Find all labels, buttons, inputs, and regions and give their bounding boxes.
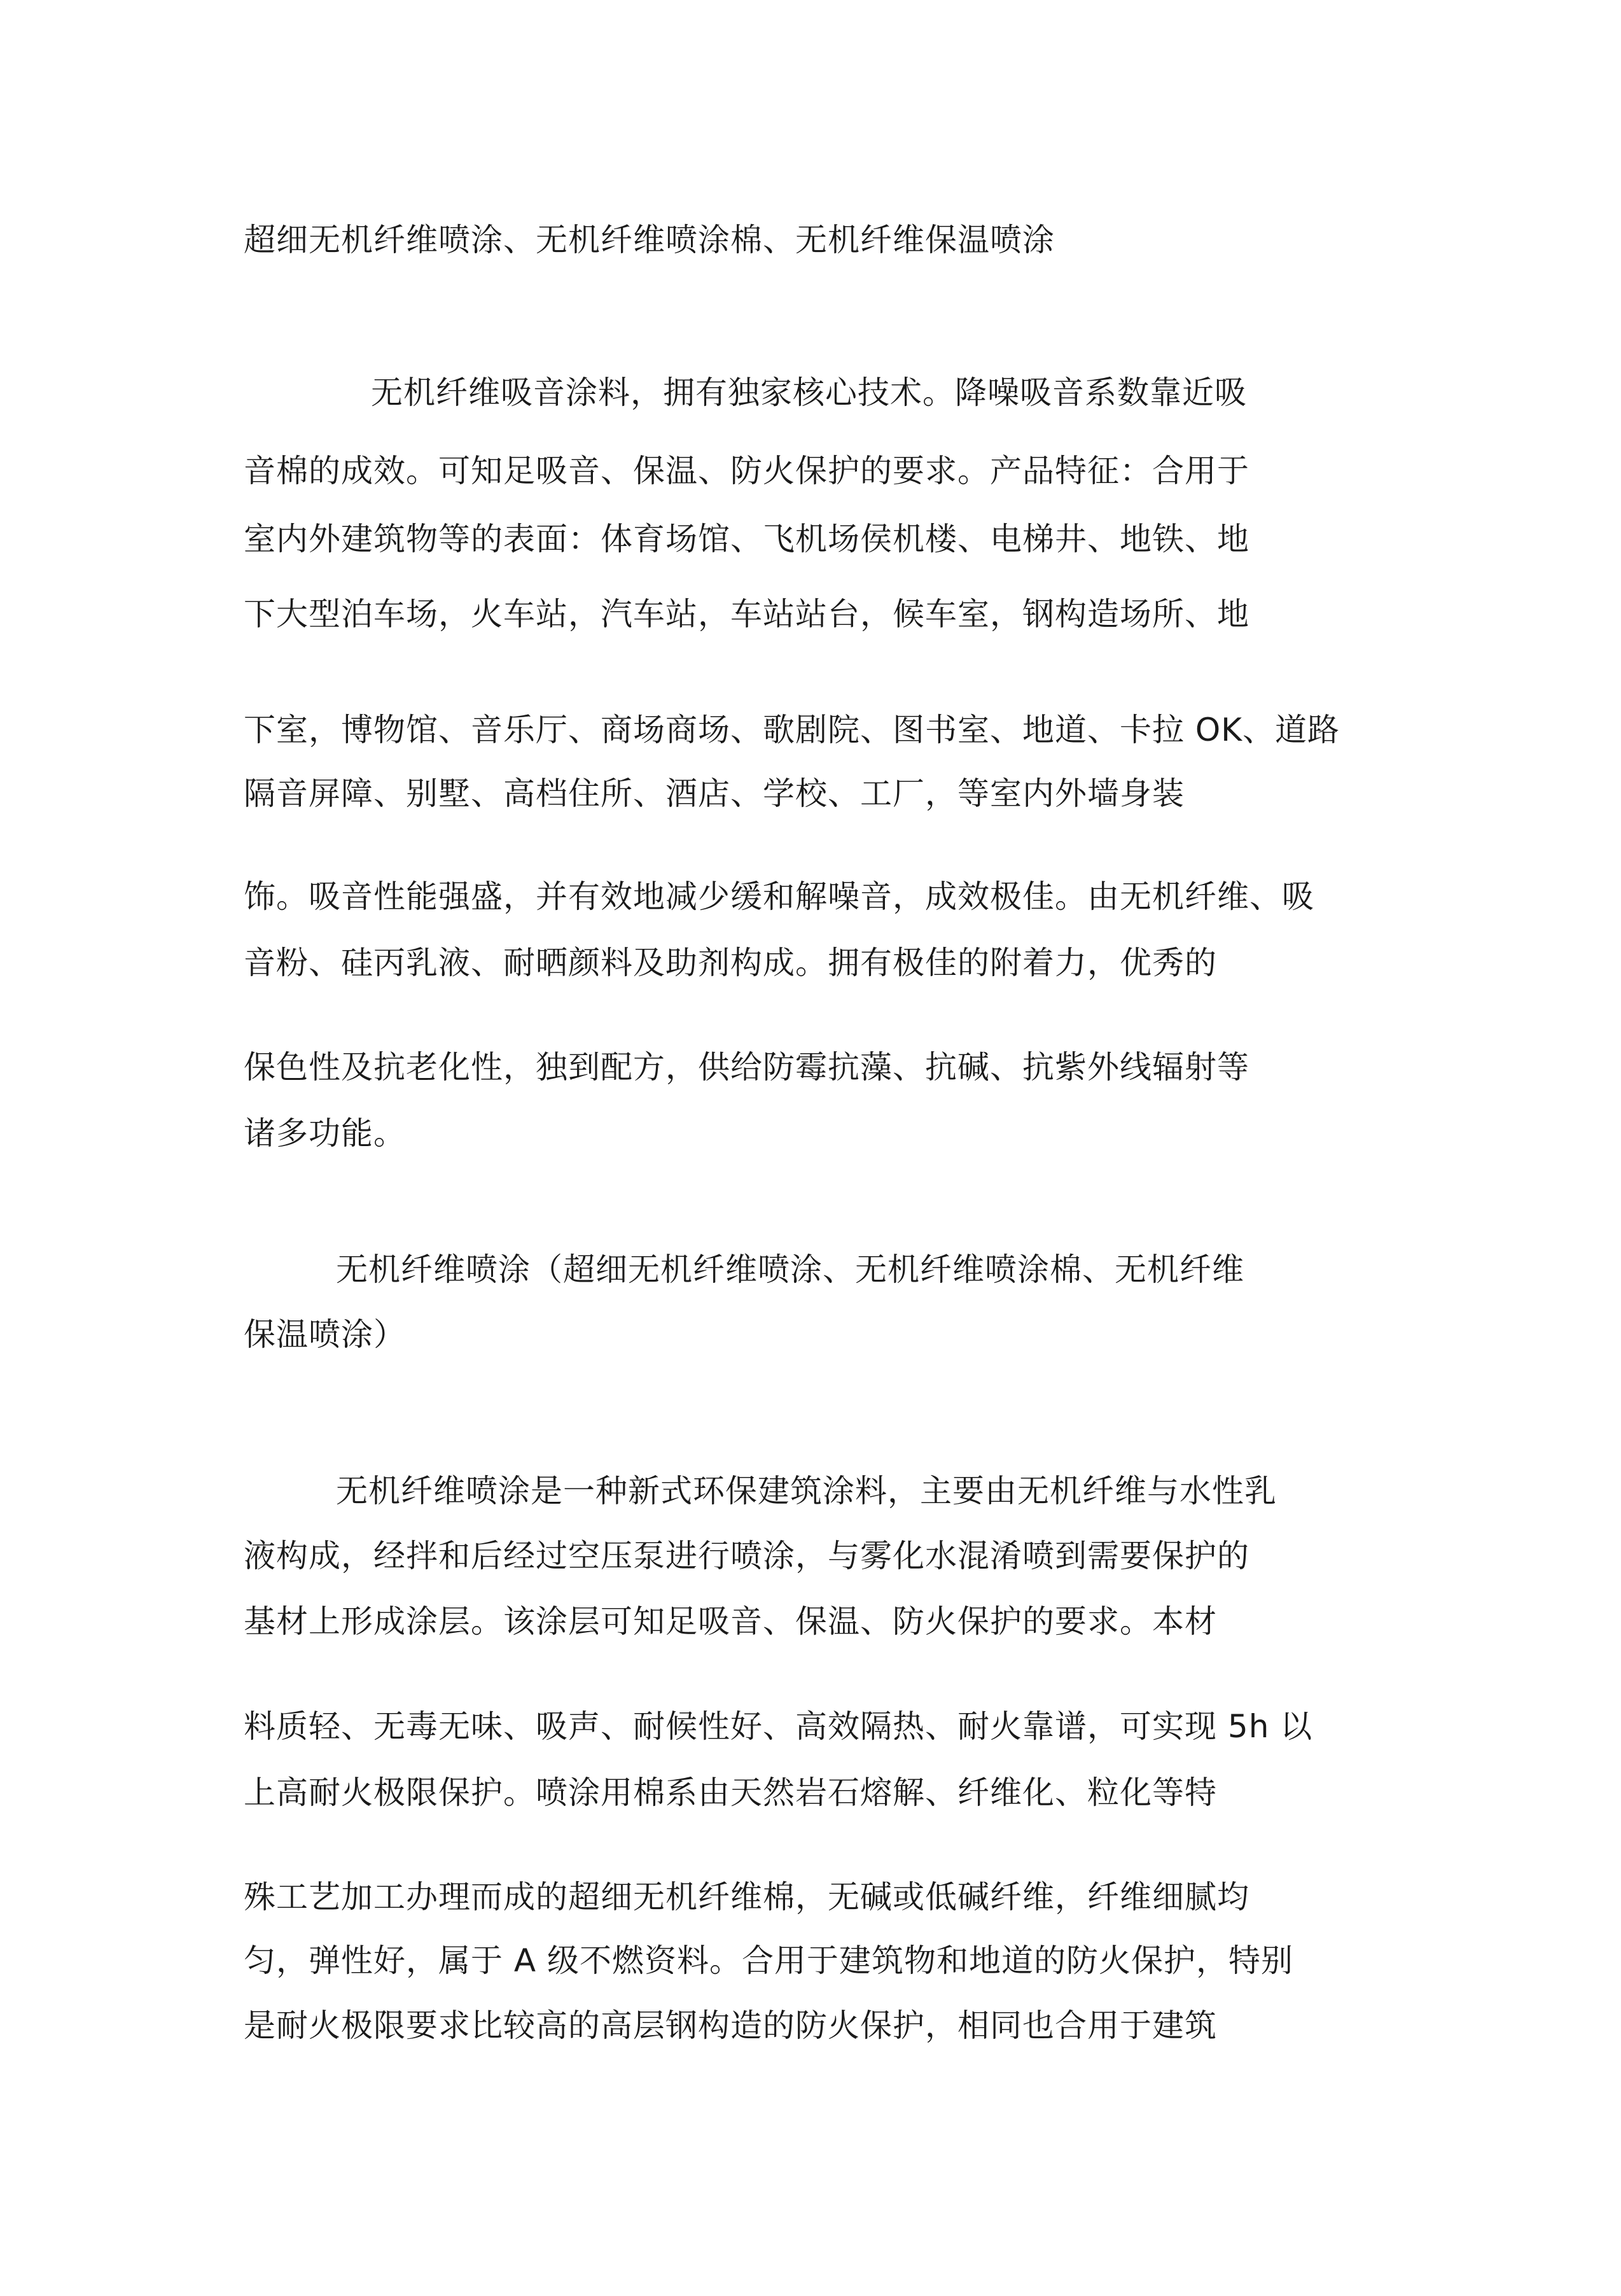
paragraph-2-line-8: 是耐火极限要求比较高的高层钢构造的防火保护，相同也合用于建筑 — [244, 2007, 1217, 2044]
section-heading-line-2: 保温喷涂） — [244, 1316, 406, 1353]
paragraph-1-line-7: 饰。吸音性能强盛，并有效地减少缓和解噪音，成效极佳。由无机纤维、吸 — [244, 878, 1314, 915]
paragraph-1-line-6: 隔音屏障、别墅、高档住所、酒店、学校、工厂，等室内外墙身装 — [244, 775, 1185, 812]
paragraph-1-line-4: 下大型泊车场，火车站，汽车站，车站站台，候车室，钢构造场所、地 — [244, 596, 1249, 633]
section-heading-line-1: 无机纤维喷涂（超细无机纤维喷涂、无机纤维喷涂棉、无机纤维 — [336, 1251, 1244, 1288]
paragraph-2-line-5: 上高耐火极限保护。喷涂用棉系由天然岩石熔解、纤维化、粒化等特 — [244, 1774, 1217, 1811]
document-title: 超细无机纤维喷涂、无机纤维喷涂棉、无机纤维保温喷涂 — [244, 221, 1055, 258]
paragraph-2-line-7: 匀，弹性好，属于 A 级不燃资料。合用于建筑物和地道的防火保护，特别 — [244, 1942, 1293, 1979]
paragraph-1-line-8: 音粉、硅丙乳液、耐晒颜料及助剂构成。拥有极佳的附着力，优秀的 — [244, 944, 1217, 981]
paragraph-1-line-1: 无机纤维吸音涂料，拥有独家核心技术。降噪吸音系数靠近吸 — [371, 374, 1247, 411]
paragraph-1-line-5: 下室，博物馆、音乐厅、商场商场、歌剧院、图书室、地道、卡拉 OK、道路 — [244, 711, 1340, 748]
paragraph-1-line-9: 保色性及抗老化性，独到配方，供给防霉抗藻、抗碱、抗紫外线辐射等 — [244, 1049, 1249, 1086]
paragraph-2-line-4: 料质轻、无毒无味、吸声、耐候性好、高效隔热、耐火靠谱，可实现 5h 以 — [244, 1708, 1313, 1745]
paragraph-2-line-3: 基材上形成涂层。该涂层可知足吸音、保温、防火保护的要求。本材 — [244, 1603, 1217, 1640]
paragraph-1-line-10: 诸多功能。 — [244, 1115, 406, 1152]
paragraph-1-line-2: 音棉的成效。可知足吸音、保温、防火保护的要求。产品特征：合用于 — [244, 452, 1249, 489]
paragraph-2-line-1: 无机纤维喷涂是一种新式环保建筑涂料，主要由无机纤维与水性乳 — [336, 1473, 1277, 1509]
paragraph-2-line-2: 液构成，经拌和后经过空压泵进行喷涂，与雾化水混淆喷到需要保护的 — [244, 1537, 1249, 1574]
paragraph-1-line-3: 室内外建筑物等的表面：体育场馆、飞机场侯机楼、电梯井、地铁、地 — [244, 521, 1249, 557]
paragraph-2-line-6: 殊工艺加工办理而成的超细无机纤维棉，无碱或低碱纤维，纤维细腻均 — [244, 1879, 1249, 1915]
